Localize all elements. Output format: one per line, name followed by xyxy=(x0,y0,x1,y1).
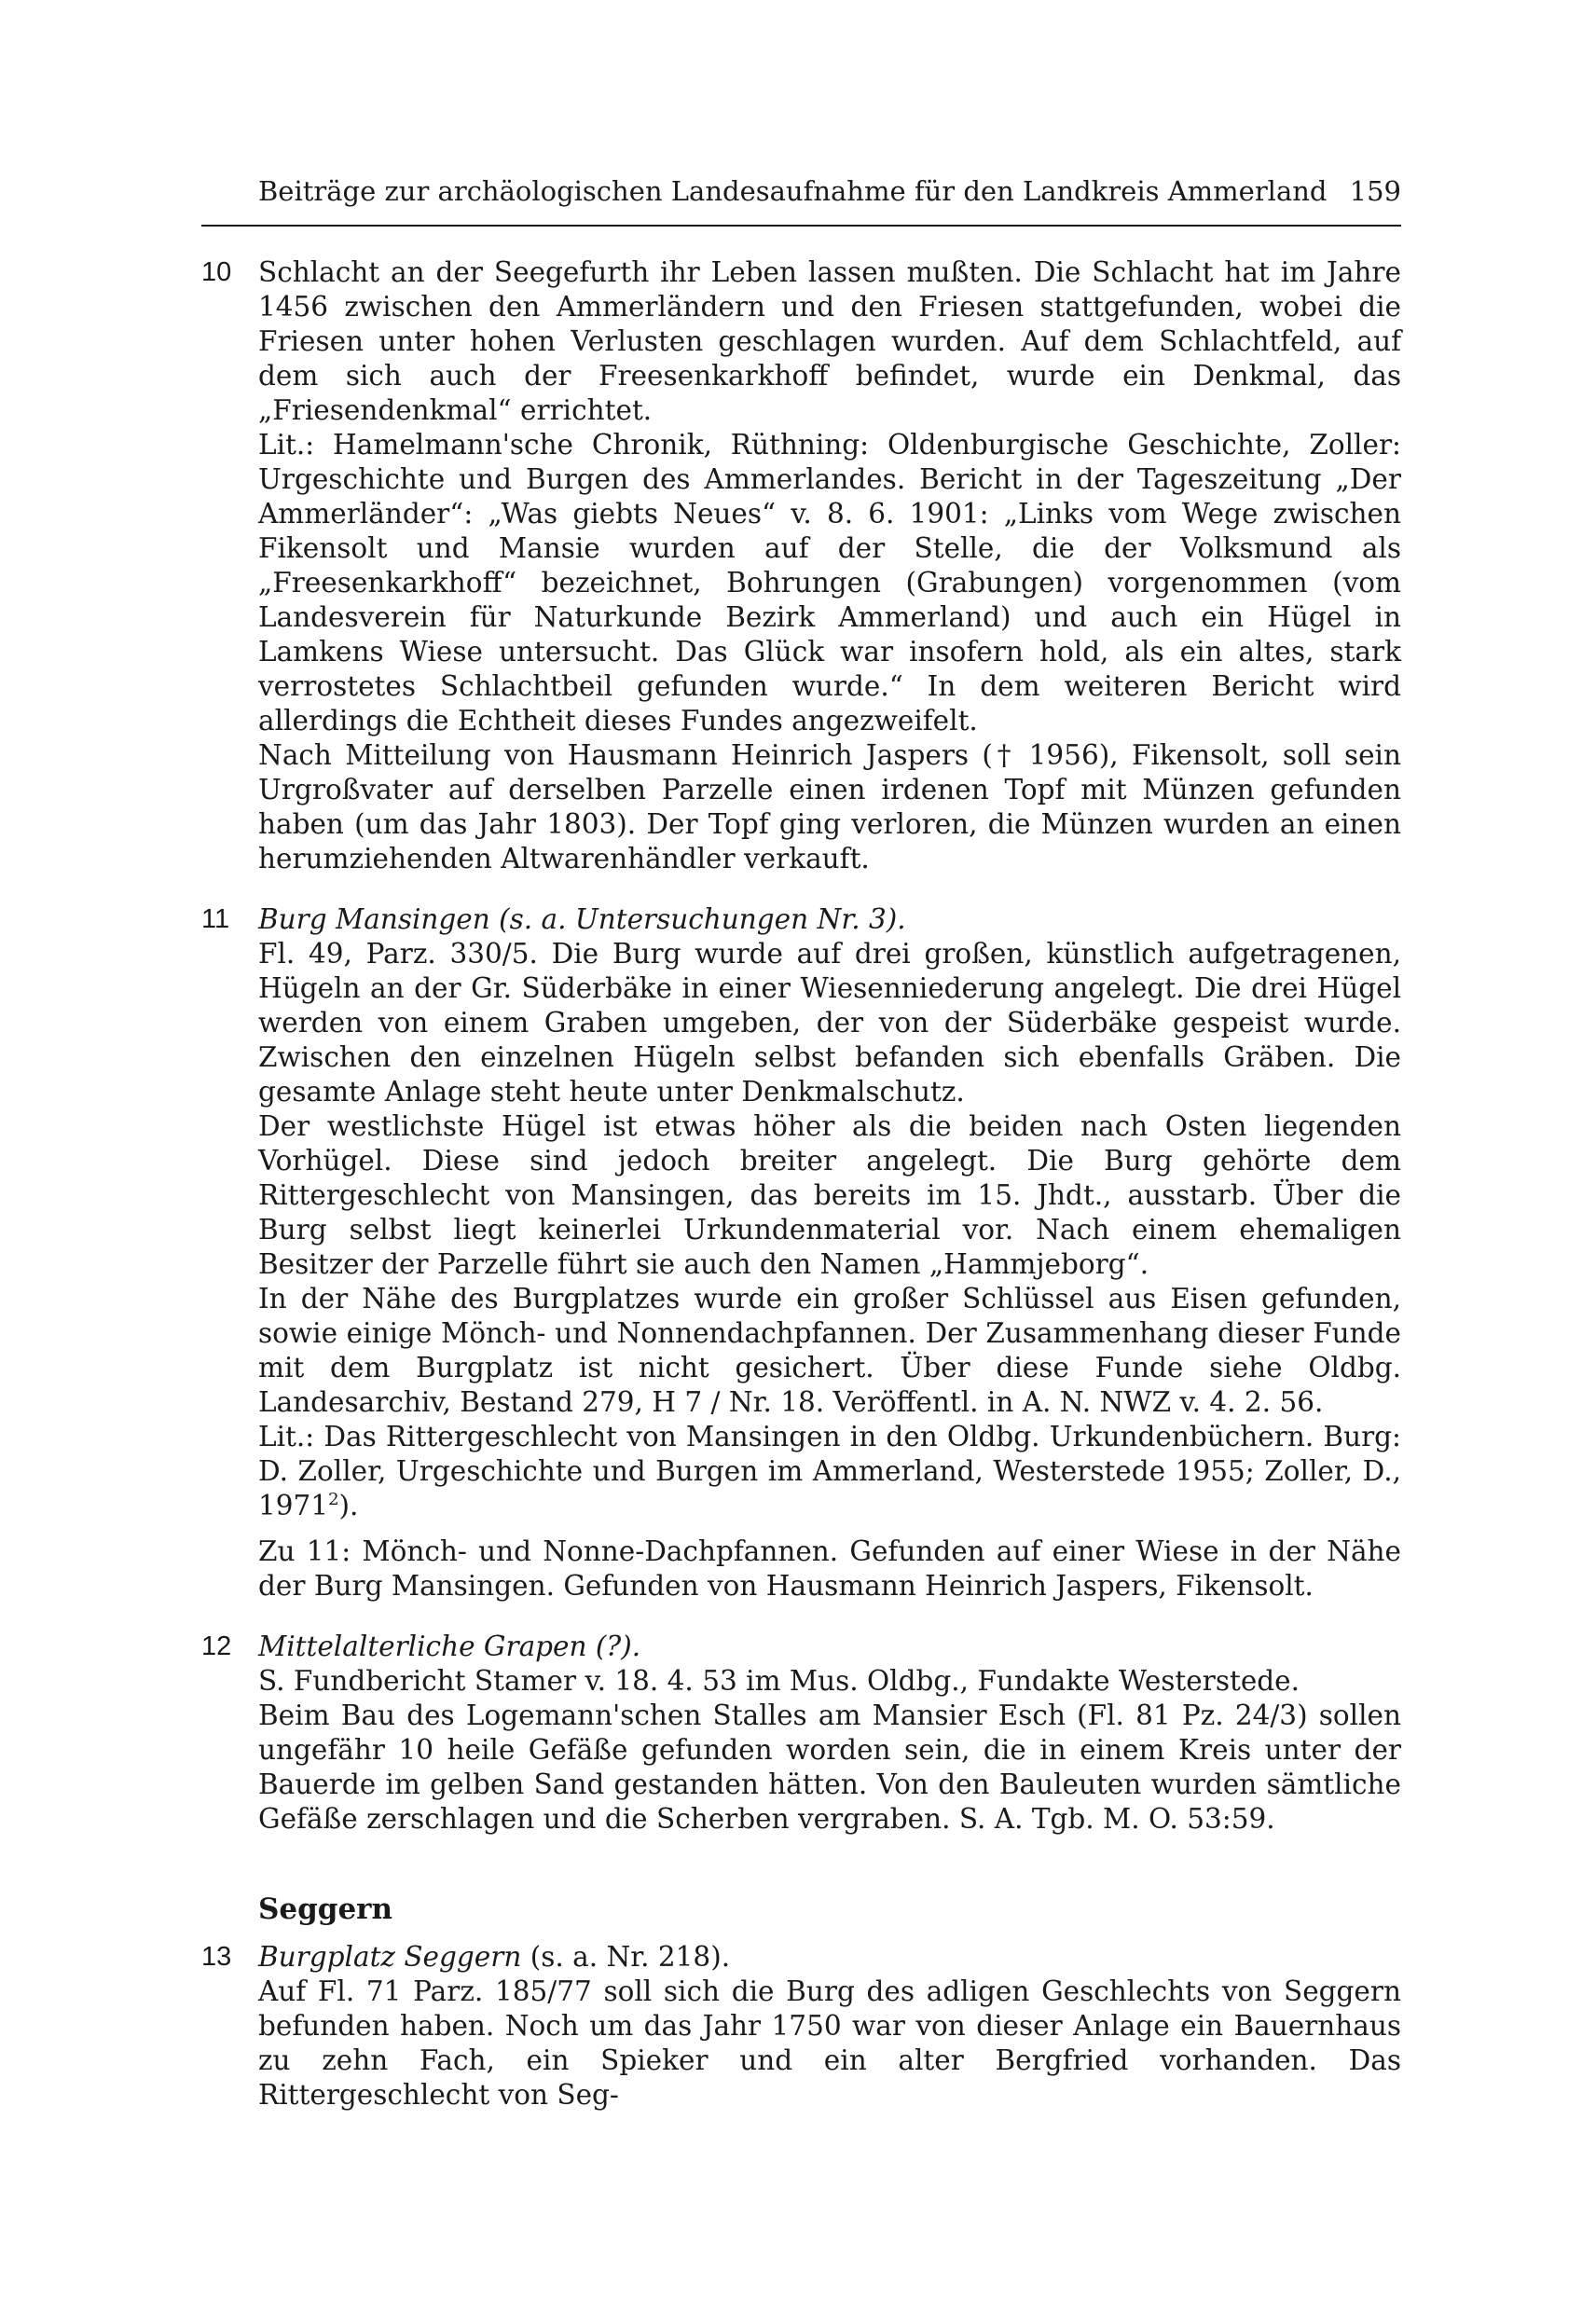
entry-title-suffix: (s. a. Nr. 218). xyxy=(521,1941,731,1973)
paragraph: S. Fundbericht Stamer v. 18. 4. 53 im Mus. Oldbg., Fundakte Westerstede. xyxy=(258,1665,1300,1697)
entry-body xyxy=(258,1940,1401,2112)
entry-number: 12 xyxy=(201,1631,232,1661)
entry-body xyxy=(258,1630,1401,1837)
entry-10 xyxy=(0,255,1596,876)
literature-text: Lit.: Das Rittergeschlecht von Mansingen in den Oldbg. Urkundenbüchern. Burg: D. Zoller, Urgeschichte und Burgen im Ammerland, Westerstede 1955; Zoller, D., 1971 xyxy=(258,1421,1401,1521)
paragraph: In der Nähe des Burgplatzes wurde ein großer Schlüssel aus Eisen gefunden, sowie einige Mönch- und Nonnendachpfannen. Der Zusammenhang dieser Funde mit dem Burgplatz ist nicht gesichert. Über diese Funde siehe Oldbg. Landesarchiv, Bestand 279, H 7 / Nr. 18. Veröffentl. in A. N. NWZ v. 4. 2. 56. xyxy=(258,1283,1401,1418)
paragraph: Beim Bau des Logemann'schen Stalles am Mansier Esch (Fl. 81 Pz. 24/3) sollen ungefähr 10 heile Gefäße gefunden worden sein, die in einem Kreis unter der Bauerde im gelben Sand gestanden hätten. Von den Bauleuten wurden sämtliche Gefäße zerschlagen und die Scherben vergraben. S. A. Tgb. M. O. 53:59. xyxy=(258,1700,1401,1835)
literature-end: ). xyxy=(338,1490,359,1521)
running-title: Beiträge zur archäologischen Landesaufnahme für den Landkreis Ammerland xyxy=(258,175,1328,207)
paragraph: Auf Fl. 71 Parz. 185/77 soll sich die Burg des adligen Geschlechts von Seggern befunden haben. Noch um das Jahr 1750 war von dieser Anlage ein Bauernhaus zu zehn Fach, ein Spieker und ein alter Bergfried vorhanden. Das Rittergeschlecht von Seg- xyxy=(258,1975,1401,2111)
running-header xyxy=(258,172,1401,210)
entry-body xyxy=(258,255,1401,876)
entry-title: Burgplatz Seggern xyxy=(258,1941,522,1973)
entry-title-line xyxy=(258,1940,1401,1975)
page-number: 159 xyxy=(1349,175,1401,207)
find-note: Zu 11: Mönch- und Nonne-Dachpfannen. Gefunden auf einer Wiese in der Nähe der Burg Mansingen. Gefunden von Hausmann Heinrich Jaspers, Fikensolt. xyxy=(258,1535,1401,1602)
entry-11 xyxy=(0,902,1596,1603)
entry-number: 10 xyxy=(201,257,232,287)
page-content xyxy=(0,255,1596,2112)
entry-number: 11 xyxy=(201,904,230,934)
header-rule xyxy=(201,225,1401,227)
section-heading: Seggern xyxy=(258,1892,393,1926)
literature-paragraph: Lit.: Hamelmann'sche Chronik, Rüthning: Oldenburgische Geschichte, Zoller: Urgeschichte und Burgen des Ammerlandes. Bericht in der Tageszeitung „Der Ammerländer“: „Was giebts Neues“ v. 8. 6. 1901: „Links vom Wege zwischen Fikensolt und Mansie wurden auf der Stelle, die der Volksmund als „Freesenkarkhoff“ bezeichnet, Bohrungen (Grabungen) vorgenommen (vom Landesverein für Naturkunde Bezirk Ammerland) und auch ein Hügel in Lamkens Wiese untersucht. Das Glück war insofern hold, als ein altes, stark verrostetes Schlachtbeil gefunden wurde.“ In dem weiteren Bericht wird allerdings die Echtheit dieses Fundes angezweifelt. xyxy=(258,429,1401,736)
entry-13 xyxy=(0,1940,1596,2112)
paragraph: Nach Mitteilung von Hausmann Heinrich Jaspers († 1956), Fikensolt, soll sein Urgroßvater auf derselben Parzelle einen irdenen Topf mit Münzen gefunden haben (um das Jahr 1803). Der Topf ging verloren, die Münzen wurden an einen herumziehenden Altwarenhändler verkauft. xyxy=(258,739,1401,874)
entry-title: Mittelalterliche Grapen (?). xyxy=(258,1631,641,1662)
footnote-superscript: 2 xyxy=(328,1490,339,1510)
paragraph: Fl. 49, Parz. 330/5. Die Burg wurde auf drei großen, künstlich aufgetragenen, Hügeln an der Gr. Süderbäke in einer Wiesenniederung angelegt. Die drei Hügel werden von einem Graben umgeben, der von der Süderbäke gespeist wurde. Zwischen den einzelnen Hügeln selbst befanden sich ebenfalls Gräben. Die gesamte Anlage steht heute unter Denkmalschutz. xyxy=(258,938,1401,1108)
literature-paragraph xyxy=(258,1420,1401,1523)
paragraph: Schlacht an der Seegefurth ihr Leben lassen mußten. Die Schlacht hat im Jahre 1456 zwischen den Ammerländern und den Friesen stattgefunden, wobei die Friesen unter hohen Verlusten geschlagen wurden. Auf dem Schlachtfeld, auf dem sich auch der Freesenkarkhoff befindet, wurde ein Denkmal, das „Friesendenkmal“ errichtet. xyxy=(258,256,1401,426)
paragraph: Der westlichste Hügel ist etwas höher als die beiden nach Osten liegenden Vorhügel. Diese sind jedoch breiter angelegt. Die Burg gehörte dem Rittergeschlecht von Mansingen, das bereits im 15. Jhdt., ausstarb. Über die Burg selbst liegt keinerlei Urkundenmaterial vor. Nach einem ehemaligen Besitzer der Parzelle führt sie auch den Namen „Hammjeborg“. xyxy=(258,1110,1401,1280)
entry-12 xyxy=(0,1630,1596,1837)
entry-number: 13 xyxy=(201,1942,232,1972)
entry-title: Burg Mansingen (s. a. Untersuchungen Nr. 3). xyxy=(258,903,906,935)
entry-body xyxy=(258,902,1401,1603)
